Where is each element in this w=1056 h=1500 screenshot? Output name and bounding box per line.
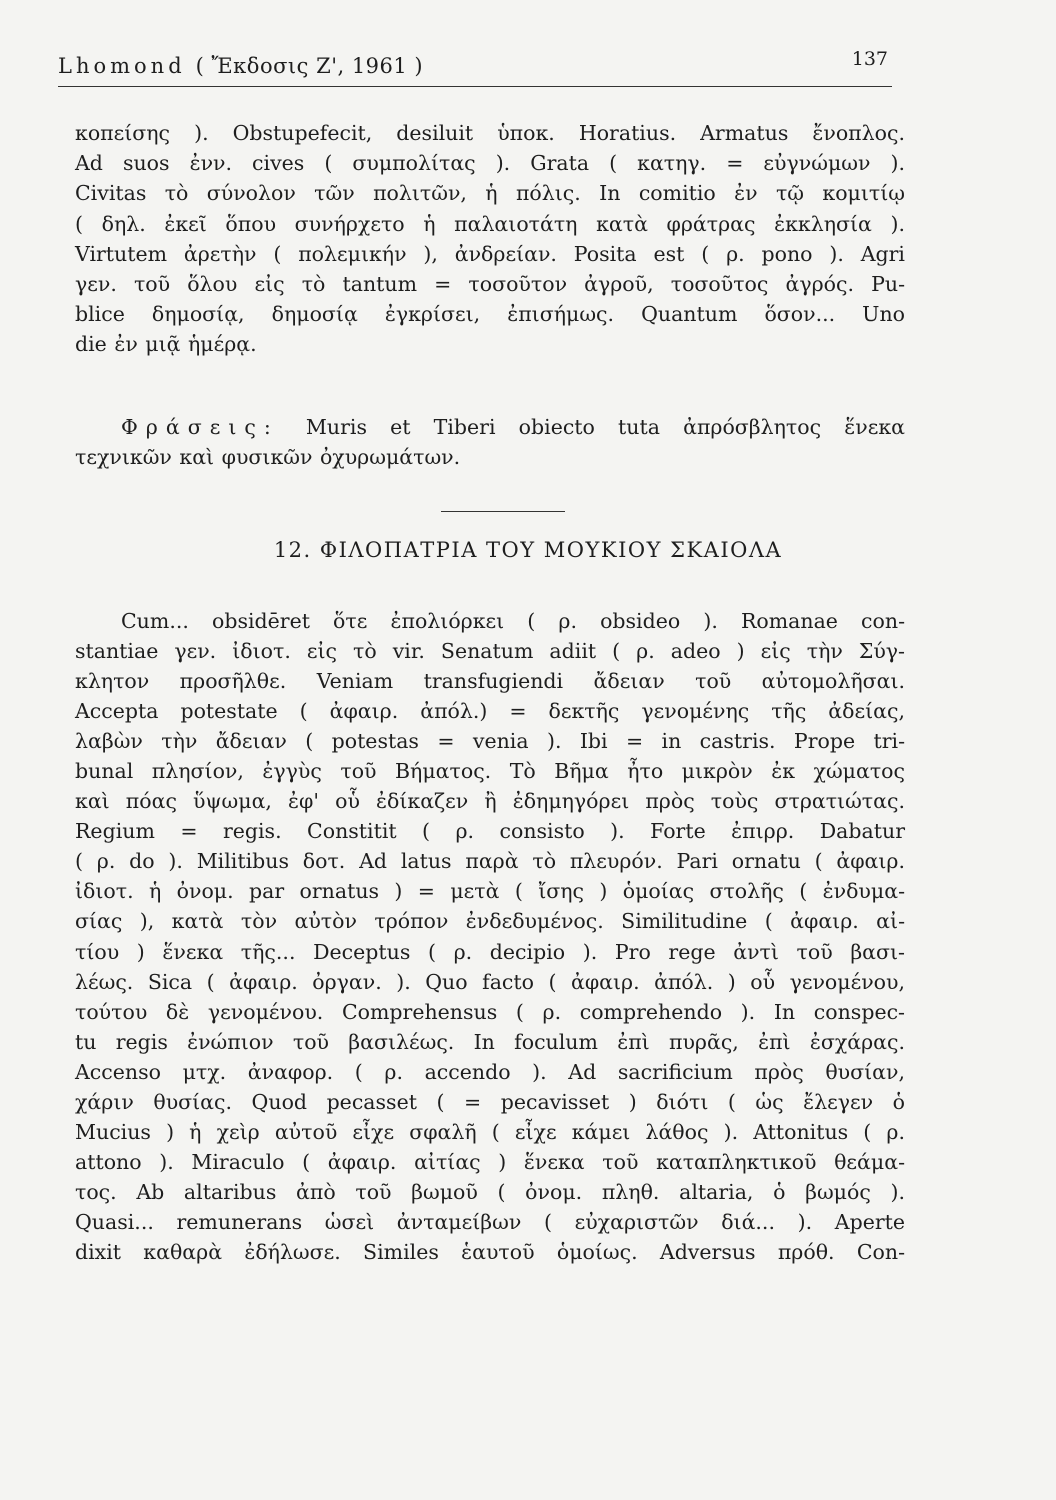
text-line: ἰδιοτ. ἡ ὀνομ. par ornatus ) = μετὰ ( ἴσης ) ὁμοίας στολῆς ( ἐνδυμα-: [75, 879, 905, 904]
text-line: ( ρ. do ). Militibus δοτ. Ad latus παρὰ τὸ πλευρόν. Pari ornatu ( ἀφαιρ.: [75, 849, 905, 874]
text-line: κοπείσης ). Obstupefecit, desiluit ὑποκ. Horatius. Armatus ἔνοπλος.: [75, 121, 905, 145]
text-line: σίας ), κατὰ τὸν αὐτὸν τρόπον ἐνδεδυμένος. Similitudine ( ἀφαιρ. αἰ-: [75, 909, 905, 934]
text-line: dixit καθαρὰ ἐδήλωσε. Similes ἑαυτοῦ ὁμοίως. Adversus πρόθ. Con-: [75, 1239, 905, 1264]
text-line: Regium = regis. Constitit ( ρ. consisto ). Forte ἐπιρρ. Dabatur: [75, 819, 905, 844]
header-title: [58, 54, 423, 78]
text-line: Accepta potestate ( ἀφαιρ. ἀπόλ.) = δεκτῆς γενομένης τῆς ἀδείας,: [75, 699, 905, 724]
text-line: die ἐν μιᾷ ἡμέρᾳ.: [75, 332, 257, 357]
text-line: λαβὼν τὴν ἄδειαν ( potestas = venia ). Ibi = in castris. Prope tri-: [75, 729, 905, 754]
phrases-first-line: [75, 412, 905, 442]
text-line: χάριν θυσίας. Quod pecasset ( = pecavisset ) διότι ( ὡς ἔλεγεν ὁ: [75, 1089, 905, 1114]
text-line: τος. Ab altaribus ἀπὸ τοῦ βωμοῦ ( ὀνομ. πληθ. altaria, ὁ βωμός ).: [75, 1179, 905, 1204]
running-header: [58, 48, 892, 87]
section-divider: [441, 511, 565, 512]
notes-continued: [75, 118, 905, 360]
phrases-label: Φράσεις:: [121, 415, 279, 439]
text-line: attono ). Miraculo ( ἀφαιρ. αἰτίας ) ἕνεκα τοῦ καταπληκτικοῦ θεάμα-: [75, 1149, 905, 1174]
text-line: τεχνικῶν καὶ φυσικῶν ὀχυρωμάτων.: [75, 445, 461, 470]
section-body: [75, 606, 905, 1267]
header-author: Lhomond: [58, 54, 186, 78]
section-title: 12. ΦΙΛΟΠΑΤΡΙΑ ΤΟΥ ΜΟΥΚΙΟΥ ΣΚΑΙΟΛΑ: [273, 538, 783, 562]
text-line: γεν. τοῦ ὅλου εἰς τὸ tantum = τοσοῦτον ἀγροῦ, τοσοῦτος ἀγρός. Pu-: [75, 272, 905, 297]
text-line: tu regis ἐνώπιον τοῦ βασιλέως. In foculum ἐπὶ πυρᾶς, ἐπὶ ἐσχάρας.: [75, 1029, 905, 1054]
text-line: κλητον προσῆλθε. Veniam transfugiendi ἄδειαν τοῦ αὐτομολῆσαι.: [75, 669, 905, 694]
text-line: Quasi... remunerans ὡσεὶ ἀνταμείβων ( εὐχαριστῶν διά... ). Aperte: [75, 1209, 905, 1234]
text-line: Civitas τὸ σύνολον τῶν πολιτῶν, ἡ πόλις. In comitio ἐν τῷ κομιτίῳ: [75, 181, 905, 206]
text-line: Mucius ) ἡ χεὶρ αὐτοῦ εἶχε σφαλῆ ( εἶχε κάμει λάθος ). Attonitus ( ρ.: [75, 1119, 905, 1144]
text-line: Virtutem ἀρετὴν ( πολεμικήν ), ἀνδρείαν. Posita est ( ρ. pono ). Agri: [75, 241, 905, 266]
text-line: τίου ) ἕνεκα τῆς... Deceptus ( ρ. decipio ). Pro rege ἀντὶ τοῦ βασι-: [75, 939, 905, 964]
text-line: Accenso μτχ. ἀναφορ. ( ρ. accendo ). Ad sacrificium πρὸς θυσίαν,: [75, 1059, 905, 1084]
header-edition: ( Ἔκδοσις Ζ', 1961 ): [195, 54, 424, 78]
phrases-block: [75, 412, 905, 472]
text-line: λέως. Sica ( ἀφαιρ. ὀργαν. ). Quo facto ( ἀφαιρ. ἀπόλ. ) οὗ γενομένου,: [75, 969, 905, 994]
text-line: stantiae γεν. ἰδιοτ. εἰς τὸ vir. Senatum adiit ( ρ. adeo ) εἰς τὴν Σύγ-: [75, 639, 905, 664]
text-line: τούτου δὲ γενομένου. Comprehensus ( ρ. comprehendo ). In conspec-: [75, 999, 905, 1024]
text-line: Ad suos ἐνν. cives ( συμπολίτας ). Grata ( κατηγ. = εὐγνώμων ).: [75, 151, 905, 176]
text-line: blice δημοσίᾳ, δημοσίᾳ ἐγκρίσει, ἐπισήμως. Quantum ὅσον... Uno: [75, 302, 905, 327]
phrases-text: Muris et Tiberi obiecto tuta ἀπρόσβλητος ἕνεκα: [305, 415, 905, 439]
text-line: bunal πλησίον, ἐγγὺς τοῦ Βήματος. Τὸ Βῆμα ἦτο μικρὸν ἐκ χώματος: [75, 759, 905, 784]
text-line: καὶ πόας ὕψωμα, ἐφ' οὗ ἐδίκαζεν ἢ ἐδημηγόρει πρὸς τοὺς στρατιώτας.: [75, 789, 905, 814]
text-line: ( δηλ. ἐκεῖ ὅπου συνήρχετο ἡ παλαιοτάτη κατὰ φράτρας ἐκκλησία ).: [75, 211, 905, 236]
text-line: Cum... obsidēret ὅτε ἐπολιόρκει ( ρ. obsideo ). Romanae con-: [121, 609, 905, 633]
page-number: 137: [851, 48, 888, 70]
